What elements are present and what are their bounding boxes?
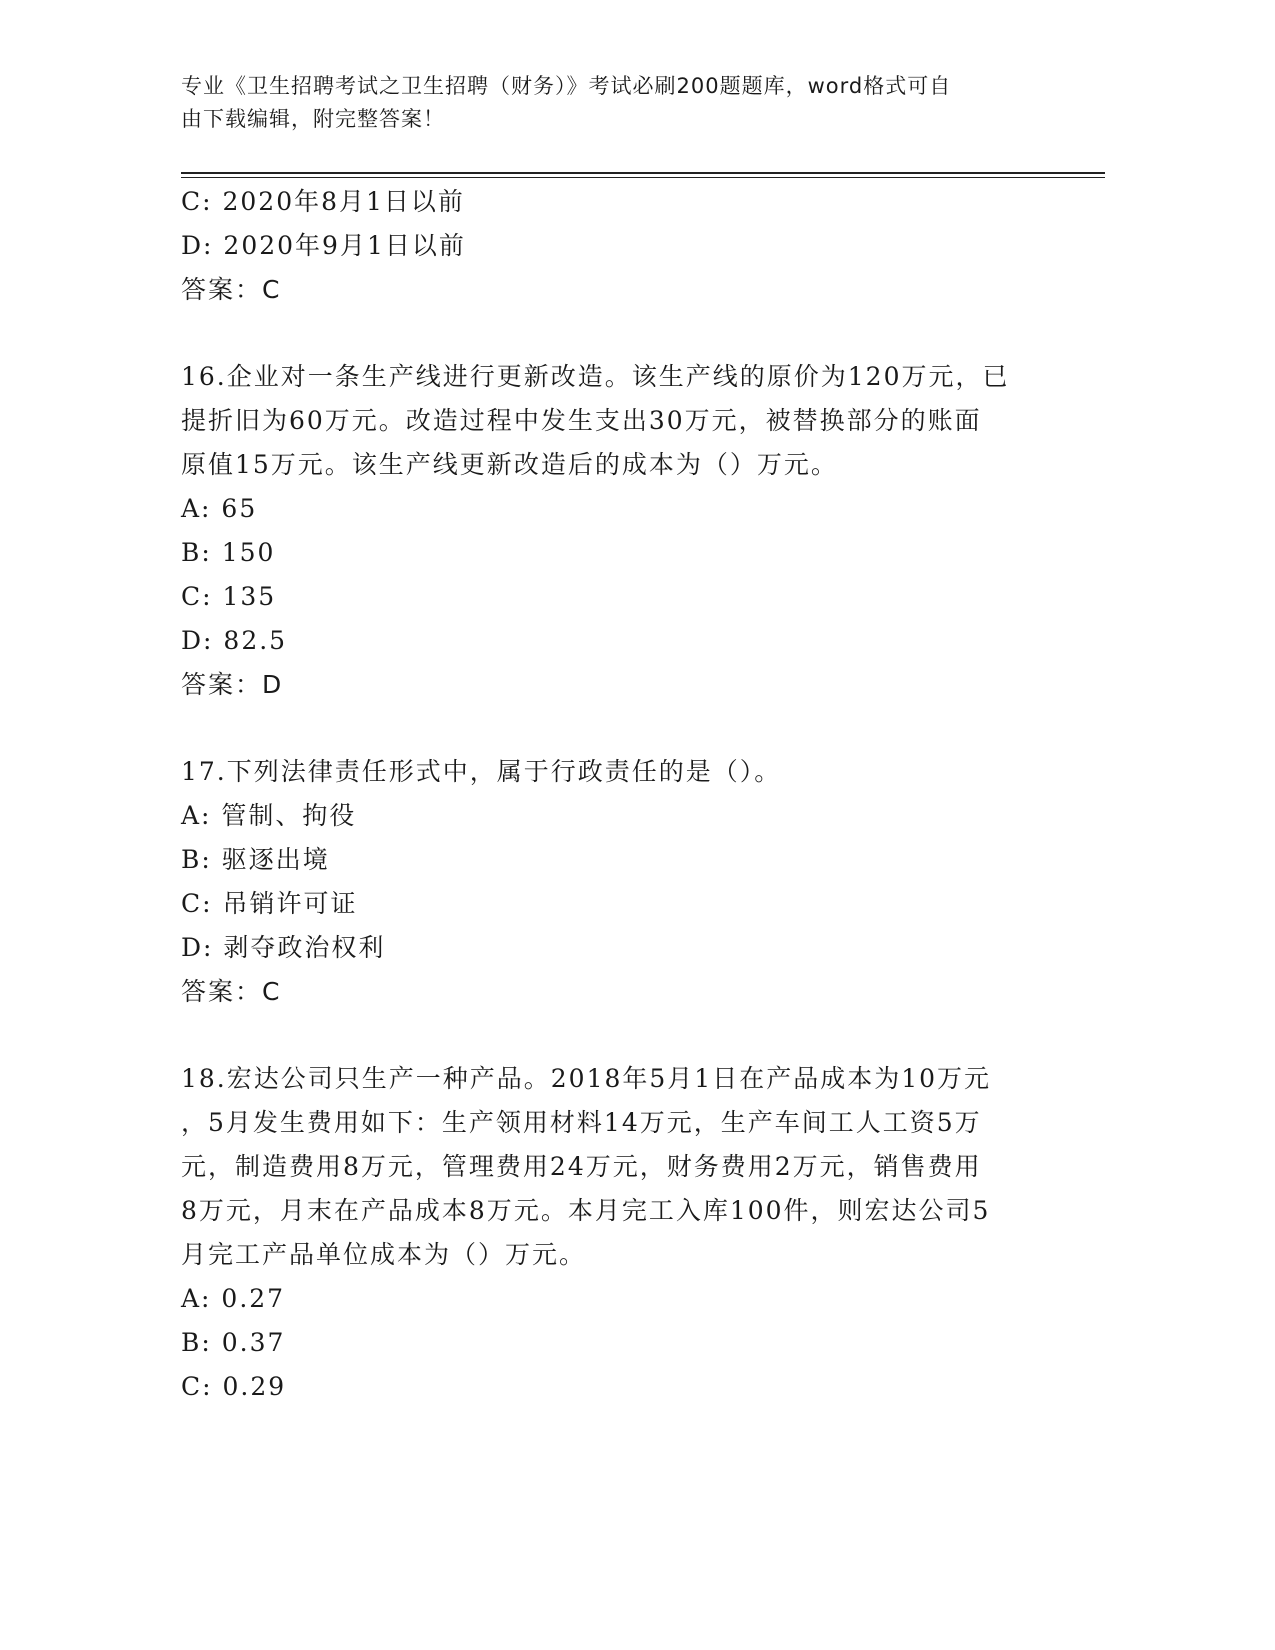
header-line-1: 专业《卫生招聘考试之卫生招聘（财务）》考试必刷200题题库，word格式可自 [181, 74, 952, 98]
option-c: C: 135 [181, 582, 277, 611]
option-b: B: 驱逐出境 [181, 845, 330, 874]
question-stem-line: 月完工产品单位成本为（）万元。 [181, 1240, 587, 1269]
header-divider-thick [181, 172, 1105, 174]
spacer [181, 1014, 1041, 1057]
question-stem-line: 18.宏达公司只生产一种产品。2018年5月1日在产品成本为10万元 [181, 1064, 992, 1093]
spacer [181, 312, 1041, 355]
question-16 [181, 355, 1041, 707]
question-stem-line: 8万元，月末在产品成本8万元。本月完工入库100件，则宏达公司5 [181, 1196, 991, 1225]
question-list [181, 180, 1041, 1409]
option-a: A: 0.27 [181, 1284, 286, 1313]
option-d: D: 82.5 [181, 626, 288, 655]
question-15-tail [181, 180, 1041, 312]
page-header [181, 70, 1041, 136]
header-line-2: 由下载编辑，附完整答案！ [181, 107, 445, 131]
question-stem-line: ，5月发生费用如下：生产领用材料14万元，生产车间工人工资5万 [181, 1108, 982, 1137]
header-divider-thin [181, 177, 1105, 178]
answer-line: 答案：C [181, 275, 282, 304]
option-d: D: 2020年9月1日以前 [181, 231, 466, 260]
spacer [181, 707, 1041, 750]
question-stem-line: 提折旧为60万元。改造过程中发生支出30万元，被替换部分的账面 [181, 406, 982, 435]
answer-line: 答案：C [181, 977, 282, 1006]
question-17 [181, 750, 1041, 1014]
option-c: C: 吊销许可证 [181, 889, 358, 918]
option-d: D: 剥夺政治权利 [181, 933, 386, 962]
option-b: B: 150 [181, 538, 276, 567]
option-b: B: 0.37 [181, 1328, 286, 1357]
question-stem-line: 元，制造费用8万元，管理费用24万元，财务费用2万元，销售费用 [181, 1152, 982, 1181]
option-a: A: 65 [181, 494, 258, 523]
answer-line: 答案：D [181, 670, 284, 699]
question-stem-line: 17.下列法律责任形式中，属于行政责任的是（）。 [181, 757, 782, 786]
question-stem-line: 16.企业对一条生产线进行更新改造。该生产线的原价为120万元，已 [181, 362, 1010, 391]
question-stem-line: 原值15万元。该生产线更新改造后的成本为（）万元。 [181, 450, 838, 479]
question-18 [181, 1057, 1041, 1409]
option-c: C: 2020年8月1日以前 [181, 187, 465, 216]
option-c: C: 0.29 [181, 1372, 287, 1401]
option-a: A: 管制、拘役 [181, 801, 357, 830]
